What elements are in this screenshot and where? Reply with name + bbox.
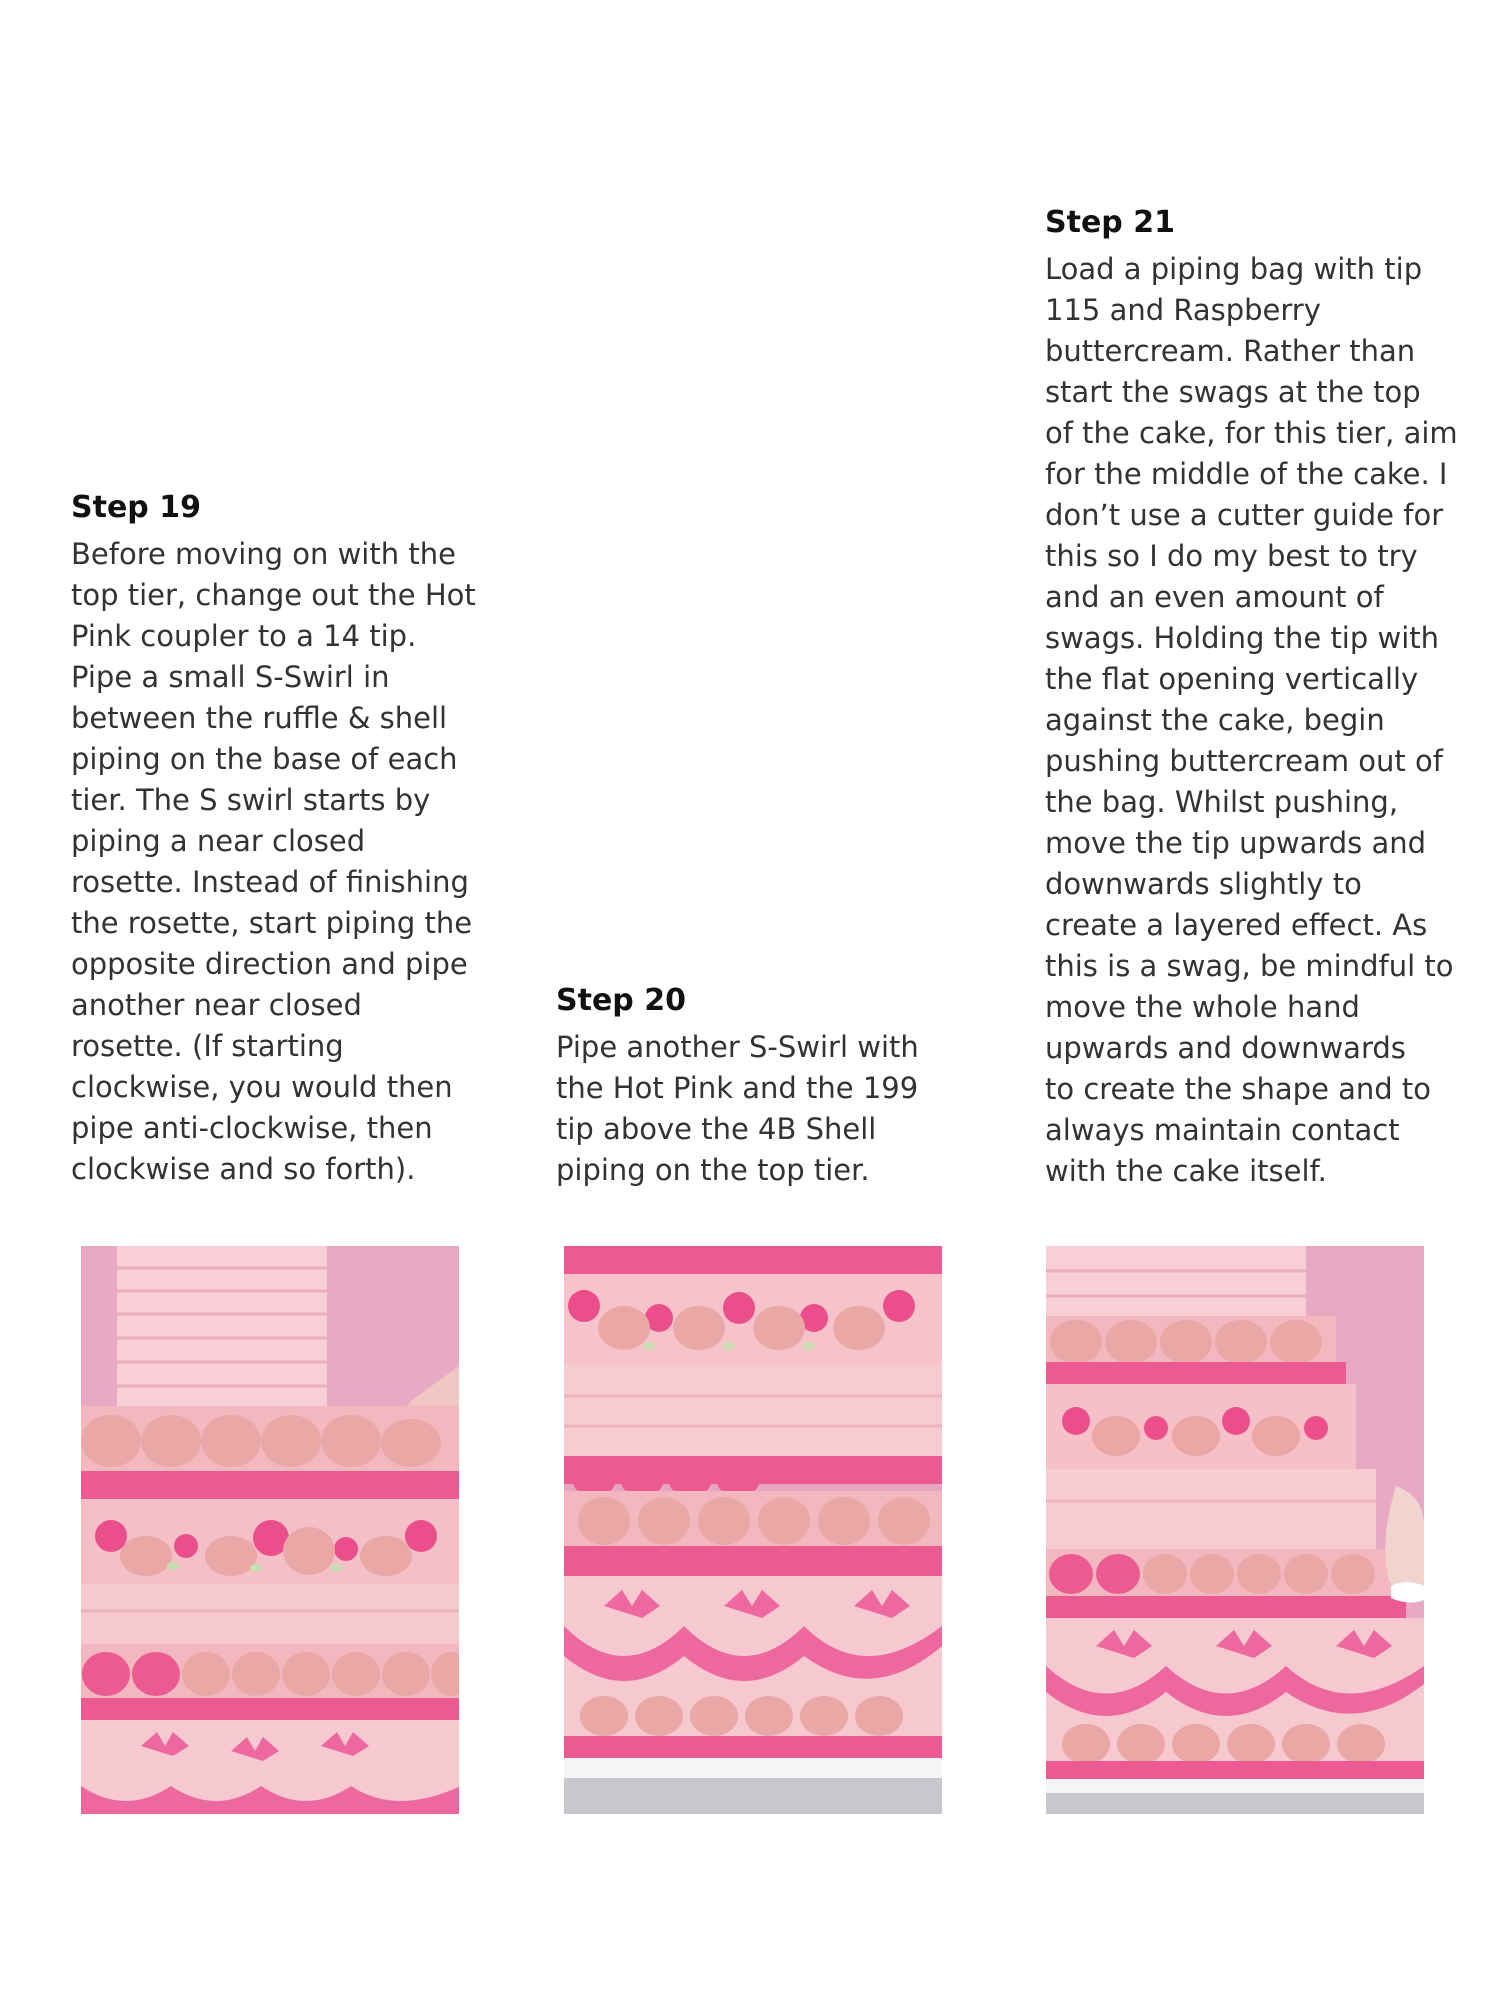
instruction-line: Pink coupler to a 14 tip.	[71, 619, 417, 653]
instruction-line: pushing buttercream out of	[1045, 744, 1443, 778]
instruction-line: of the cake, for this tier, aim	[1045, 416, 1458, 450]
instruction-line: to create the shape and to	[1045, 1072, 1432, 1106]
instruction-line: between the ruffle & shell	[71, 701, 448, 735]
instruction-line: and an even amount of	[1045, 580, 1384, 614]
instruction-line: piping on the top tier.	[556, 1153, 870, 1187]
instruction-line: the rosette, start piping the	[71, 906, 473, 940]
instruction-line: the Hot Pink and the 199	[556, 1071, 919, 1105]
instruction-line: rosette. Instead of finishing	[71, 865, 469, 899]
step-title: Step 21	[1045, 205, 1175, 240]
instruction-line: rosette. (If starting	[71, 1029, 344, 1063]
instruction-line: don’t use a cutter guide for	[1045, 498, 1444, 532]
step-21	[1045, 205, 1460, 1192]
instruction-line: buttercream. Rather than	[1045, 334, 1416, 368]
cake-illustration	[1046, 1246, 1424, 1814]
instruction-line: pipe anti-clockwise, then	[71, 1111, 433, 1145]
instruction-line: create a layered effect. As	[1045, 908, 1428, 942]
step-19-cake-photo	[81, 1246, 459, 1814]
cake-illustration	[564, 1246, 942, 1814]
step-instructions	[1045, 249, 1460, 1192]
instruction-line: the flat opening vertically	[1045, 662, 1419, 696]
instruction-line: piping a near closed	[71, 824, 366, 858]
instruction-line: Load a piping bag with tip	[1045, 252, 1423, 286]
instruction-line: always maintain contact	[1045, 1113, 1400, 1147]
instruction-line: this so I do my best to try	[1045, 539, 1418, 573]
instruction-line: swags. Holding the tip with	[1045, 621, 1440, 655]
step-20	[556, 983, 956, 1191]
step-21-cake-photo	[1046, 1246, 1424, 1814]
instruction-line: start the swags at the top	[1045, 375, 1421, 409]
step-title: Step 19	[71, 490, 201, 525]
instruction-line: top tier, change out the Hot	[71, 578, 476, 612]
step-instructions	[71, 534, 491, 1190]
instruction-line: downwards slightly to	[1045, 867, 1362, 901]
instruction-line: tier. The S swirl starts by	[71, 783, 431, 817]
instruction-line: upwards and downwards	[1045, 1031, 1406, 1065]
instruction-line: move the whole hand	[1045, 990, 1360, 1024]
instruction-line: move the tip upwards and	[1045, 826, 1427, 860]
instruction-line: with the cake itself.	[1045, 1154, 1327, 1188]
instruction-line: for the middle of the cake. I	[1045, 457, 1448, 491]
instruction-line: Pipe a small S-Swirl in	[71, 660, 390, 694]
instruction-line: 115 and Raspberry	[1045, 293, 1321, 327]
instruction-line: Before moving on with the	[71, 537, 456, 571]
step-title: Step 20	[556, 983, 686, 1018]
instruction-line: piping on the base of each	[71, 742, 458, 776]
step-instructions	[556, 1027, 956, 1191]
instruction-line: clockwise, you would then	[71, 1070, 453, 1104]
instruction-line: another near closed	[71, 988, 362, 1022]
instruction-line: tip above the 4B Shell	[556, 1112, 877, 1146]
step-20-cake-photo	[564, 1246, 942, 1814]
instruction-line: opposite direction and pipe	[71, 947, 468, 981]
instruction-line: Pipe another S-Swirl with	[556, 1030, 919, 1064]
instruction-line: the bag. Whilst pushing,	[1045, 785, 1399, 819]
step-19	[71, 490, 491, 1190]
instruction-line: against the cake, begin	[1045, 703, 1385, 737]
instruction-line: clockwise and so forth).	[71, 1152, 416, 1186]
cake-illustration	[81, 1246, 459, 1814]
instruction-line: this is a swag, be mindful to	[1045, 949, 1454, 983]
